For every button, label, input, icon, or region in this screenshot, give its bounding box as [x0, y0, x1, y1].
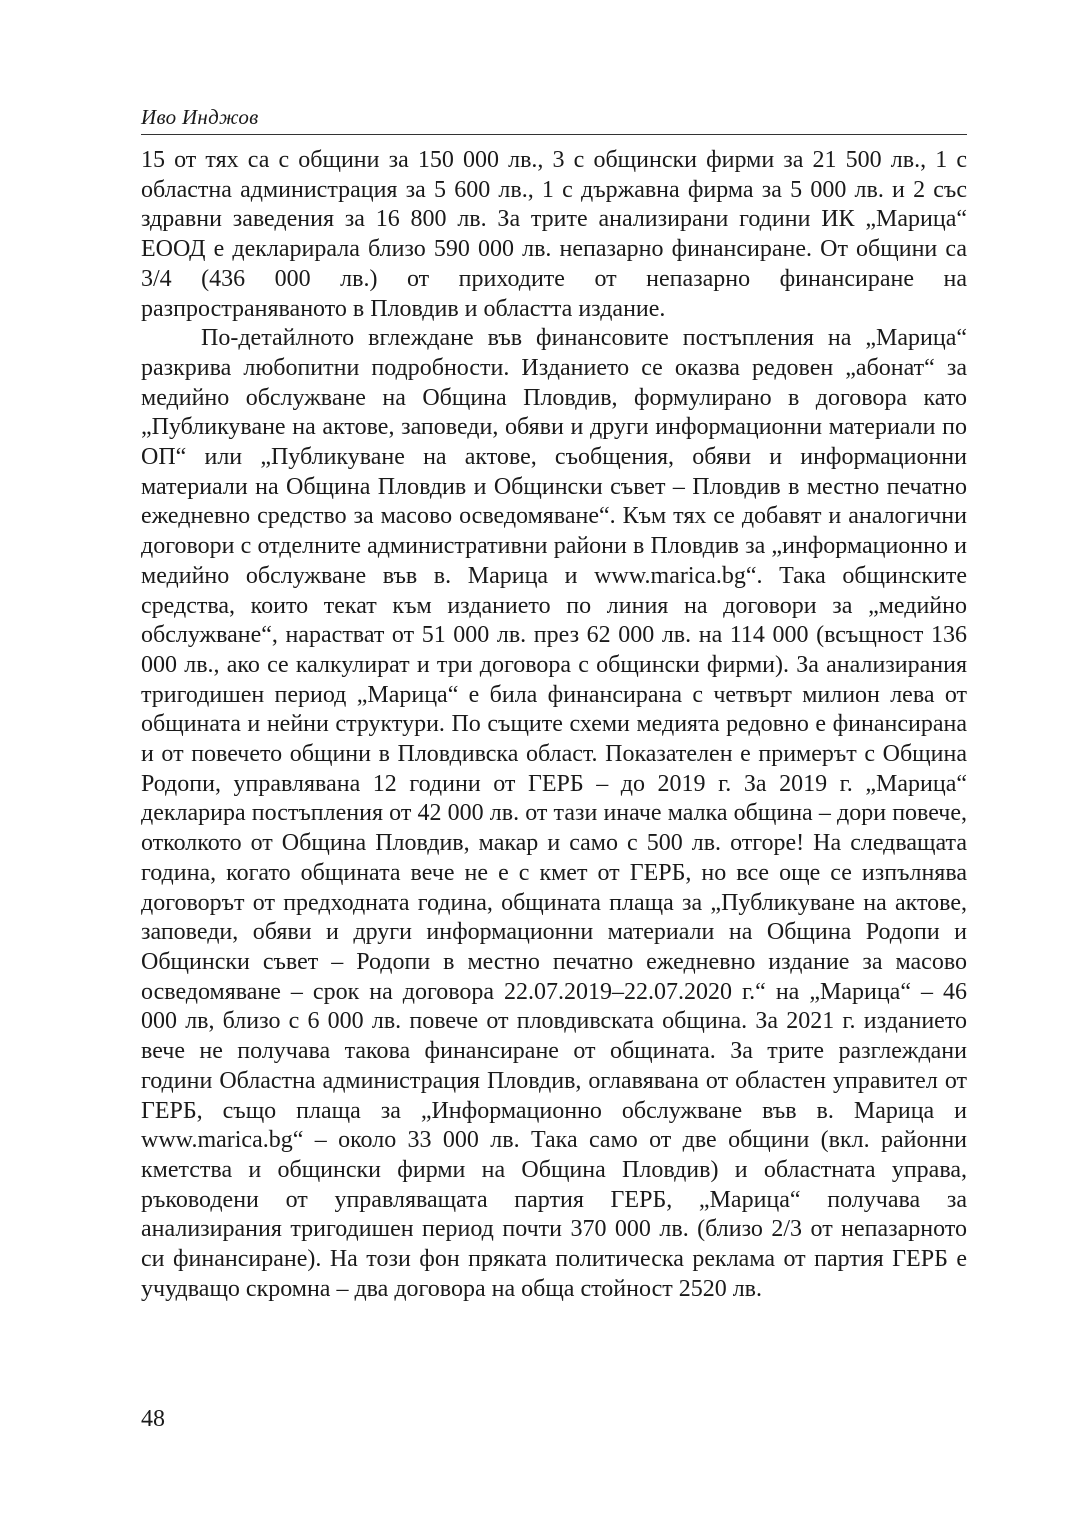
running-header	[141, 104, 967, 135]
body-text	[141, 146, 967, 1304]
author-name: Иво Инджов	[141, 105, 259, 129]
paragraph: 15 от тях са с общини за 150 000 лв., 3 с общински фирми за 21 500 лв., 1 с областна администрация за 5 600 лв., 1 с държавна фирма за 5 000 лв. и 2 със здравни заведения за 16 800 лв. За трите анализирани години ИК „Марица“ ЕООД е декларирала близо 590 000 лв. непазарно финансиране. От общини са 3/4 (436 000 лв.) от приходите от непазарно финансиране на разпространяваното в Пловдив и областта издание.	[141, 147, 967, 322]
paragraph: По-детайлното вглеждане във финансовите постъпления на „Марица“ разкрива любопитни подробности. Изданието се оказва редовен „абонат“ за медийно обслужване на Община Пловдив, формулирано в договора като „Публикуване на актове, заповеди, обяви и други информационни материали по ОП“ или „Публикуване на актове, съобщения, обяви и информационни материали на Община Пловдив и Общински съвет – Пловдив в местно печатно ежедневно средство за масово осведомяване“. Към тях се добавят и аналогични договори с отделните административни райони в Пловдив за „информационно и медийно обслужване във в. Марица и www.marica.bg“. Така общинските средства, които текат към изданието по линия на договори за „медийно обслужване“, нарастват от 51 000 лв. през 62 000 лв. на 114 000 (всъщност 136 000 лв., ако се калкулират и три договора с общински фирми). За анализирания тригодишен период „Марица“ е била финансирана с четвърт милион лева от общината и нейни структури. По същите схеми медията редовно е финансирана и от повечето общини в Пловдивска област. Показателен е примерът с Община Родопи, управлявана 12 години от ГЕРБ – до 2019 г. За 2019 г. „Марица“ декларира постъпления от 42 000 лв. от тази иначе малка община – дори повече, отколкото от Община Пловдив, макар и само с 500 лв. отгоре! На следващата година, когато общината вече не е с кмет от ГЕРБ, но все още се изпълнява договорът от предходната година, общината плаща за „Публикуване на актове, заповеди, обяви и други информационни материали на Община Родопи и Общински съвет – Родопи в местно печатно ежедневно издание за масово осведомяване – срок на договора 22.07.2019–22.07.2020 г.“ на „Марица“ – 46 000 лв, близо с 6 000 лв. повече от пловдивската община. За 2021 г. изданието вече не получава такова финансиране от общината. За трите разглеждани години Областна администрация Пловдив, оглавявана от областен управител от ГЕРБ, също плаща за „Информационно обслужване във в. Марица и www.marica.bg“ – около 33 000 лв. Така само от две общини (вкл. районни кметства и общински фирми на Община Пловдив) и областната управа, ръководени от управляващата партия ГЕРБ, „Марица“ получава за анализирания тригодишен период почти 370 000 лв. (близо 2/3 от непазарното си финансиране). На този фон пряката политическа реклама от партия ГЕРБ е учудващо скромна – два договора на обща стойност 2520 лв.	[141, 325, 967, 1302]
page-number: 48	[141, 1406, 165, 1432]
